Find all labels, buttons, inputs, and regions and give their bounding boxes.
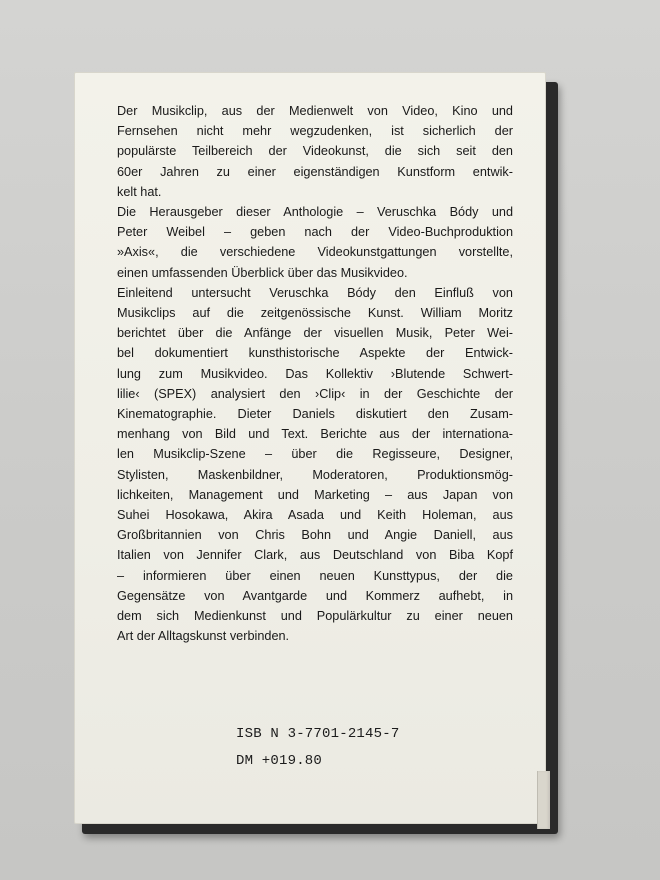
- blurb-line: lung zum Musikvideo. Das Kollektiv ›Blutende Schwert-: [117, 366, 513, 381]
- blurb-line: dem sich Medienkunst und Populärkultur zu einer neuen: [117, 609, 513, 624]
- blurb-line: berichtet über die Anfänge der visuellen Musik, Peter Wei-: [117, 326, 513, 341]
- blurb-line: Kinematographie. Dieter Daniels diskutiert den Zusam-: [117, 407, 513, 422]
- blurb-line: Italien von Jennifer Clark, aus Deutschland von Biba Kopf: [117, 548, 513, 563]
- isbn-number: ISB N 3-7701-2145-7: [236, 726, 400, 742]
- blurb-line: 60er Jahren zu einer eigenständigen Kunstform entwik-: [117, 164, 513, 179]
- blurb-text: [117, 101, 513, 646]
- blurb-line: len Musikclip-Szene – über die Regisseure, Designer,: [117, 447, 513, 462]
- blurb-line: Gegensätze von Avantgarde und Kommerz aufhebt, in: [117, 588, 513, 603]
- blurb-line: lichkeiten, Management und Marketing – aus Japan von: [117, 487, 513, 502]
- blurb-line: menhang von Bild und Text. Berichte aus der internationa-: [117, 427, 513, 442]
- blurb-line: populärste Teilbereich der Videokunst, die sich seit den: [117, 144, 513, 159]
- blurb-line: Peter Weibel – geben nach der Video-Buchproduktion: [117, 225, 513, 240]
- blurb-line: einen umfassenden Überblick über das Musikvideo.: [117, 265, 408, 280]
- blurb-line: Großbritannien von Chris Bohn und Angie Daniell, aus: [117, 528, 513, 543]
- blurb-line: Suhei Hosokawa, Akira Asada und Keith Holeman, aus: [117, 508, 513, 523]
- blurb-line: Die Herausgeber dieser Anthologie – Veruschka Bódy und: [117, 205, 513, 220]
- blurb-line: Stylisten, Maskenbildner, Moderatoren, Produktionsmög-: [117, 467, 513, 482]
- blurb-line: – informieren über einen neuen Kunsttypus, der die: [117, 568, 513, 583]
- blurb-line: lilie‹ (SPEX) analysiert den ›Clip‹ in der Geschichte der: [117, 386, 513, 401]
- blurb-line: kelt hat.: [117, 184, 162, 199]
- price-sticker-remnant: [537, 771, 550, 829]
- blurb-line: »Axis«, die verschiedene Videokunstgattungen vorstellte,: [117, 245, 513, 260]
- price-label: DM +019.80: [236, 753, 323, 769]
- blurb-line: Musikclips auf die zeitgenössische Kunst. William Moritz: [117, 306, 513, 321]
- blurb-line: Fernsehen nicht mehr wegzudenken, ist sicherlich der: [117, 124, 513, 139]
- blurb-line: Einleitend untersucht Veruschka Bódy den Einfluß von: [117, 285, 513, 300]
- blurb-line: bel dokumentiert kunsthistorische Aspekte der Entwick-: [117, 346, 513, 361]
- book-back-cover: [74, 72, 546, 824]
- blurb-line: Der Musikclip, aus der Medienwelt von Video, Kino und: [117, 104, 513, 118]
- blurb-line: Art der Alltagskunst verbinden.: [117, 629, 290, 644]
